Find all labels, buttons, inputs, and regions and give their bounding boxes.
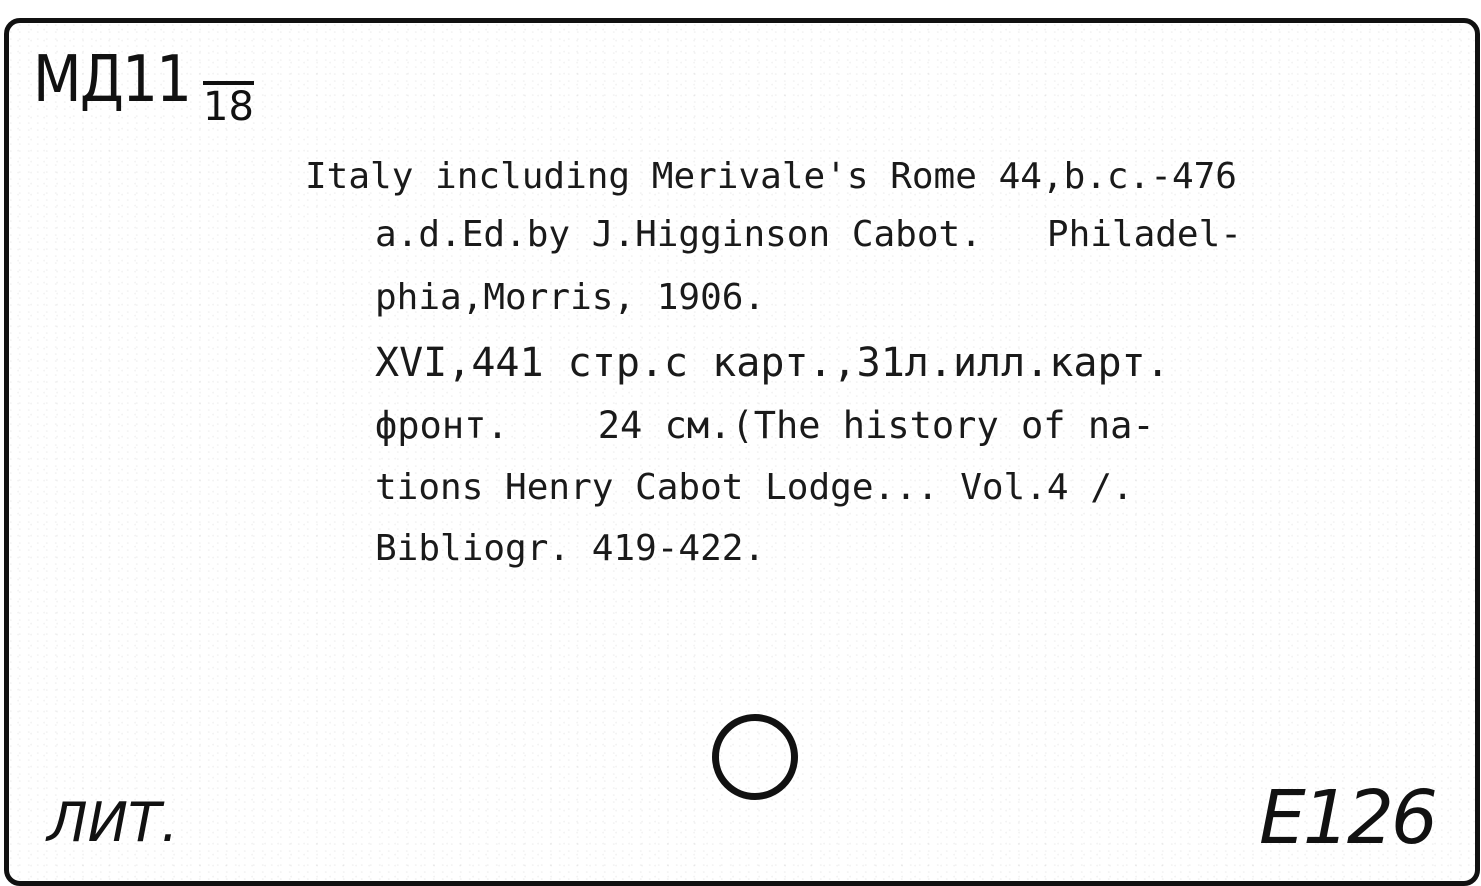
card-text-line-3: phia,Morris, 1906. [375,277,766,318]
accession-number: E126 [1259,775,1435,861]
card-text-line-4: XVI,441 стр.с карт.,31л.илл.карт. [375,340,1170,386]
shelf-mark-main: МД11 [33,43,191,117]
card-text-line-5: фронт. 24 см.(The history of na- [375,404,1155,447]
card-text-line-6: tions Henry Cabot Lodge... Vol.4 /. [375,467,1134,508]
shelf-mark [33,43,190,117]
catalog-card [4,18,1480,886]
category-mark: ЛИТ. [47,791,179,854]
card-punch-hole [712,714,798,800]
card-text-line-7: Bibliogr. 419-422. [375,528,766,569]
card-text-line-2: a.d.Ed.by J.Higginson Cabot. Philadel- [375,214,1242,255]
shelf-mark-subscript: 18 [203,81,254,127]
card-text-line-1: Italy including Merivale's Rome 44,b.c.-476 [305,156,1237,197]
